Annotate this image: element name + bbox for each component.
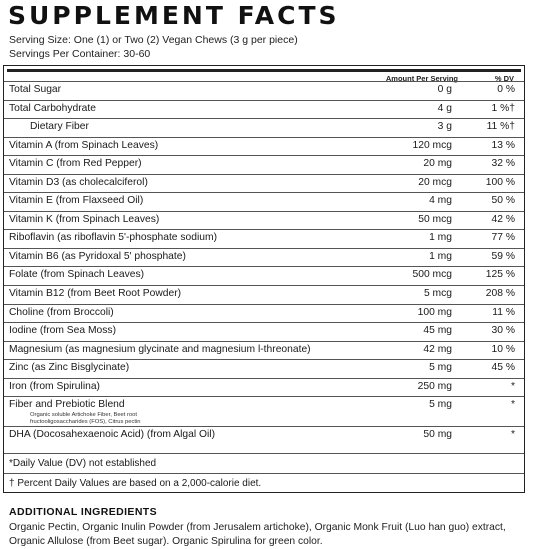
nutrient-amount: 5 mcg [423,288,452,300]
percent-footnote: † Percent Daily Values are based on a 2,000-calorie diet. [4,473,524,493]
nutrient-amount: 50 mcg [418,213,452,225]
table-row [4,341,524,360]
nutrient-amount: 0 g [437,84,452,95]
nutrient-dv: 32 % [491,158,515,170]
additional-ingredients-text: Organic Pectin, Organic Inulin Powder (from Jerusalem artichoke), Organic Monk Fruit (Luo han guo) extract, Organic Allulose (from Beet sugar). Organic Spirulina for green color. [9,522,506,547]
nutrient-name: Total Sugar [9,84,62,95]
dv-footnote: *Daily Value (DV) not established [4,453,524,473]
header-rule [7,69,521,72]
nutrient-amount: 5 mg [429,362,452,374]
nutrient-name: Vitamin D3 (as cholecalciferol) [9,176,148,188]
nutrient-name: Magnesium (as magnesium glycinate and magnesium l-threonate) [9,343,311,355]
additional-ingredients-title: ADDITIONAL INGREDIENTS [9,506,158,518]
nutrient-dv: 13 % [491,139,515,151]
nutrient-name: Total Carbohydrate [9,102,97,114]
nutrient-dv: 125 % [485,269,515,281]
nutrient-name: Dietary Fiber [30,121,89,133]
nutrient-dv: 77 % [491,232,515,244]
table-row [4,81,524,100]
nutrient-name: Vitamin A (from Spinach Leaves) [9,139,159,151]
table-row [4,174,524,193]
nutrient-amount: 500 mcg [412,269,452,281]
nutrient-dv: 10 % [491,343,515,355]
table-row [4,266,524,285]
nutrient-name: Vitamin K (from Spinach Leaves) [9,213,160,225]
page-title: SUPPLEMENT FACTS [8,1,340,30]
nutrient-dv: * [510,429,515,441]
table-row [4,359,524,378]
nutrient-amount: 1 mg [429,250,452,262]
nutrient-amount: 250 mg [417,380,452,392]
nutrient-dv: * [510,380,515,392]
table-row [4,211,524,230]
blend-ingredients: Organic soluble Artichoke Fiber, Beet root fructooligosaccharides (FOS), Citrus pectin [30,412,141,425]
nutrient-name: Zinc (as Zinc Bisglycinate) [9,362,130,374]
nutrient-dv: 42 % [491,213,515,225]
nutrient-dv: 11 % [492,306,515,318]
nutrient-dv: 0 % [497,84,515,95]
nutrient-name: Vitamin B6 (as Pyridoxal 5' phosphate) [9,250,186,262]
table-row [4,118,524,137]
nutrient-amount: 5 mg [429,399,452,411]
supplement-facts-panel [3,65,525,493]
nutrient-amount: 120 mcg [412,139,452,151]
table-row [4,155,524,174]
nutrient-dv: 1 %† [491,102,515,114]
table-row [4,248,524,267]
nutrient-dv: * [510,399,515,411]
nutrient-amount: 20 mg [423,158,452,170]
nutrient-amount: 20 mcg [418,176,452,188]
nutrient-name: Iodine (from Sea Moss) [9,325,117,337]
nutrient-amount: 4 mg [429,195,452,207]
nutrient-name: Riboflavin (as riboflavin 5'-phosphate sodium) [9,232,218,244]
nutrient-dv: 50 % [491,195,515,207]
table-row [4,396,524,426]
nutrient-amount: 100 mg [417,306,452,318]
nutrient-name: Vitamin B12 (from Beet Root Powder) [9,288,182,300]
nutrient-name: Fiber and Prebiotic Blend [9,399,125,411]
nutrient-amount: 3 g [437,121,452,133]
nutrient-amount: 50 mg [423,429,452,441]
serving-size: Serving Size: One (1) or Two (2) Vegan Chews (3 g per piece) [9,34,298,46]
nutrient-dv: 30 % [491,325,515,337]
table-row [4,378,524,397]
table-row [4,229,524,248]
nutrient-dv: 45 % [491,362,515,374]
nutrient-name: Folate (from Spinach Leaves) [9,269,145,281]
nutrient-name: Vitamin E (from Flaxseed Oil) [9,195,144,207]
table-row [4,100,524,119]
nutrient-amount: 42 mg [423,343,452,355]
table-row [4,285,524,304]
table-row [4,322,524,341]
dv-header: % DV [494,74,514,83]
nutrient-rows [4,81,524,445]
nutrient-amount: 1 mg [429,232,452,244]
servings-per-container: Servings Per Container: 30-60 [9,48,151,60]
nutrient-name: Vitamin C (from Red Pepper) [9,158,142,170]
table-row [4,426,524,445]
nutrient-dv: 100 % [485,176,515,188]
nutrient-name: Choline (from Broccoli) [9,306,114,318]
nutrient-amount: 4 g [437,102,452,114]
amount-header: Amount Per Serving [385,74,458,83]
nutrient-dv: 208 % [485,288,515,300]
nutrient-dv: 11 %† [486,121,515,133]
table-row [4,192,524,211]
table-row [4,137,524,156]
nutrient-name: DHA (Docosahexaenoic Acid) (from Algal Oil) [9,429,216,441]
nutrient-name: Iron (from Spirulina) [9,380,100,392]
nutrient-amount: 45 mg [423,325,452,337]
table-row [4,304,524,323]
nutrient-dv: 59 % [491,250,515,262]
